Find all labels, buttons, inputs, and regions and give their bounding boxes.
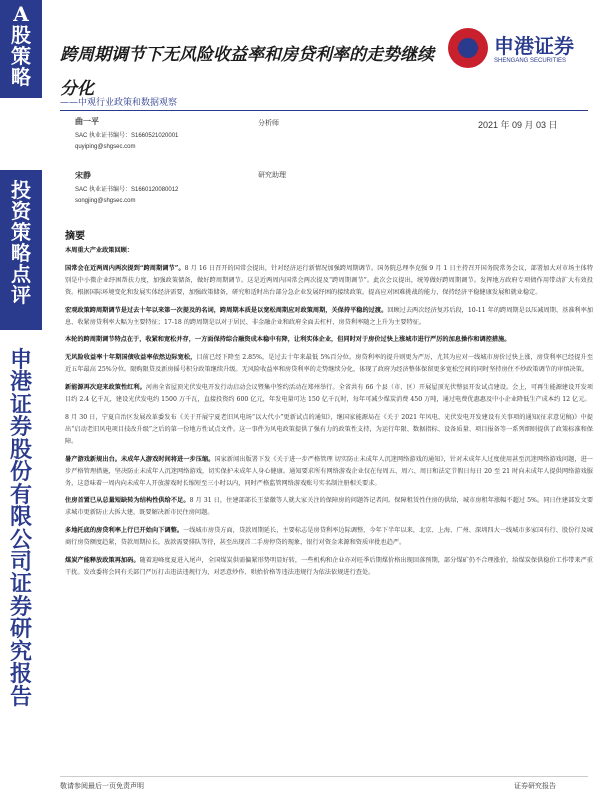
paragraph-lead: 煤炭产能释放政策再加码。 (65, 557, 140, 565)
paragraph-lead: 本轮的跨周期调节特点在于，收紧和宽松并存，一方面保持综合融资成本稳中有降，让利实体企业，但同时对于房价过快上涨城市进行严厉的加息操作和调控措施。 (65, 336, 511, 344)
report-subtitle: ——中观行业政策和数据观察 (60, 98, 178, 108)
summary-title: 摘要 (65, 231, 85, 242)
summary-paragraph (65, 495, 593, 519)
report-date: 2021 年 09 月 03 日 (478, 120, 558, 130)
sidebar-char: 券 (9, 593, 32, 620)
analyst-2-email: songjing@shgsec.com (75, 198, 136, 204)
sidebar-char: 报 (9, 661, 32, 688)
header-divider (60, 110, 588, 111)
paragraph-lead: 本周重大产业政策回顾： (65, 247, 134, 254)
paragraph-text: 回顾过去两次经济复苏后段，10-11 年的跨周期是以压减周期、基准利率加息、收紧房贷利率大幅为主要特征；17-18 的跨周期是以对于居民、非金融企业和政府全面去杠杆，房贷利率随之上升为主要特征。 (65, 306, 593, 326)
paragraph-text: 8 月 16 日召开的国常会提出，针对经济运行新情况加强跨周期调节。国务院总理李克强 9 月 1 日主持召开国务院常务会议，部署加大对市场主体特别是中小微企业纾困帮扶力度，加强政策储备，做好跨周期调节。这是近两周内国常会两次提及“跨周期调节”。此次会议提出，统筹做好跨周期调节。发挥地方政府专项债作用带动扩大有效投资。根据国际环境变化和发展实体经济需要，加强政策储备，研究和适时出台部分急企业发展纾困的接续政策。提高应对困难挑战的能力，保持经济平稳健康发展和就业稳定。 (65, 264, 593, 296)
paragraph-text: 8 月 30 日，宁夏自治区发展改革委发布《关于开展宁夏老旧风电场“以大代小”更新试点的通知》，继国家能源局在《关于 2021 年风电、光伏发电开发建设有关事项的通知(征求意见稿)》中提出“启动老旧风电项目技改升级”之后的第一份地方性试点文件。这一事件为风电政策提供了强有力的政策性支持，为运行年限、数据指标、设备质量、项目报备等一系列细则提供了政策标准和保障。 (65, 413, 593, 445)
sidebar-char: 司 (9, 548, 32, 575)
analyst-2 (75, 170, 178, 207)
sidebar-char: 点 (11, 262, 31, 286)
sidebar-char: 略 (11, 241, 31, 265)
sidebar-char: 评 (11, 283, 31, 307)
logo-mark-icon (448, 28, 488, 68)
analyst-1-sac: SAC 执业证书编号：S1660521020001 (75, 133, 179, 139)
analyst-role-2: 研究助理 (258, 171, 286, 179)
paragraph-lead: 多地托底的房贷利率上行已开始向下调整。 (65, 527, 184, 535)
sidebar-char: 策 (11, 220, 31, 244)
sidebar-company-label (0, 345, 42, 800)
sidebar-char: 资 (11, 199, 31, 223)
paragraph-text: 8 月 31 日，住建部部长王蒙徽等人就大家关注的保障房的问题答记者问。保障租赁性住房的供给，城市房租年涨幅不超过 5%。同日住建部发文要求城市更新防止大拆大建，既要解决新市民住房问题。 (65, 497, 594, 517)
left-sidebar (0, 0, 42, 800)
company-logo (448, 28, 588, 72)
summary-paragraph (65, 352, 593, 376)
analyst-1-name: 曲一平 (75, 116, 99, 126)
paragraph-text: 随着迎峰度夏进入尾声，全国煤炭供需偏紧形势明显好转，一些机构和企业亦对旺季后期煤价格出现回落预期，部分煤矿仍不合理涨价，给煤炭保供稳价工作带来严重干扰。发改委将会同有关部门严厉打击违法违规行为，对恶意炒作、哄抬价格等违法违规行为依法依规进行查处。 (65, 557, 593, 576)
analyst-role-1: 分析师 (258, 119, 279, 127)
summary-paragraph (65, 412, 593, 448)
sidebar-char: 港 (9, 369, 32, 396)
sidebar-category-strategy (0, 170, 42, 330)
sidebar-char: 投 (11, 178, 31, 202)
paragraph-text: 目前已经下降至 2.85%，是过去十年来最低 5%百分位。房贷利率的提升则更为严厉，尤其为应对一线城市房价过快上涨，房贷利率已经提升至近五年最高 25%分位。限购限贷及新房摇号积分政策继续升级。无风险收益率和房贷利率的走势继续分化，体现了政府为经济整体保留更多宽松空间的同时坚持房住不炒政策调节的审慎决策。 (65, 354, 594, 374)
sidebar-char: 股 (9, 436, 32, 463)
sidebar-char: 限 (9, 504, 32, 531)
sidebar-char: 股 (11, 23, 31, 47)
footer-divider (60, 776, 588, 777)
sidebar-char: 有 (9, 481, 32, 508)
summary-paragraph (65, 454, 593, 490)
sidebar-char: A (13, 2, 29, 26)
paragraph-text: 国家新闻出版署下发《关于进一步严格管理 切实防止未成年人沉迷网络游戏的通知》，针对未成年人过度使用甚至沉迷网络游戏问题，进一步严格管理措施，坚决防止未成年人沉迷网络游戏，切实保护未成年人身心健康。通知要求所有网络游戏企业仅在每周五、周六、周日和法定节假日每日 20 至 21 时向未成年人提供网络游戏服务，这意味着一周内向未成年人开放游戏时长缩短至三小时以内，同时严格监管网络游戏账号实名制注册相关要求。 (65, 455, 593, 487)
paragraph-lead: 国常会在近两周内两次提到“跨周期调节”。 (65, 264, 185, 272)
sidebar-char: 券 (9, 414, 32, 441)
summary-content (65, 245, 593, 585)
sidebar-char: 申 (9, 347, 32, 373)
footer-disclaimer: 敬请参阅最后一页免责声明 (60, 782, 144, 790)
paragraph-text: 一线城市房贷方面，贷款周期延长，主要标志是房贷利率边际调整，今年下半年以来，北京、上海、广州、深圳四大一线城市多家国有行、股份行及城商行房贷额度趋紧，贷款周期拉长。放款需要排队等待，甚至出现首二手房停贷的现象，银行对资金来源和资质审批也趋严。 (65, 527, 593, 547)
summary-paragraph (65, 555, 593, 579)
paragraph-lead: 无风险收益率十年期国债收益率依然边际宽松， (65, 354, 197, 362)
sidebar-char: 告 (9, 683, 32, 710)
sidebar-char: 公 (9, 526, 32, 553)
summary-paragraph (65, 334, 593, 346)
analyst-1-email: quyiping@shgsec.com (75, 144, 136, 150)
summary-paragraph (65, 525, 593, 549)
paragraph-text: 河南全省屋顶光伏发电开发行动启动会议暨集中签约活动在郑州举行。全省共有 66 个县（市、区）开展屋顶光伏整县开发试点建设。会上，可再生能源建设开发项目约 2.4 亿千瓦，建设光伏发电约 1500 万千瓦，直接投资约 600 亿元，年发电量可达 150 亿千瓦时，每年可减少煤炭消费 450 万吨，通过电费优惠惠及中小企业降低生产成本约 12 亿元。 (65, 384, 593, 404)
sidebar-char: 证 (9, 391, 32, 418)
sidebar-category-a-share (0, 0, 42, 98)
analyst-2-name: 宋静 (75, 170, 91, 180)
logo-english-name: SHENGANG SECURITIES (494, 58, 567, 64)
footer-report-type: 证券研究报告 (514, 782, 556, 790)
summary-paragraph (65, 245, 593, 257)
summary-paragraph (65, 382, 593, 406)
paragraph-lead: 住房首置已从总量短缺转为结构性供给不足。 (65, 497, 190, 505)
sidebar-char: 证 (9, 571, 32, 598)
report-title: 跨周期调节下无风险收益率和房贷利率的走势继续分化 (60, 45, 434, 99)
sidebar-char: 份 (9, 459, 32, 486)
paragraph-lead: 暑产游戏新规出台。未成年人游戏时间将进一步压缩。 (65, 455, 215, 463)
logo-name: 申港证券 (494, 34, 574, 58)
analyst-2-sac: SAC 执业证书编号：S1660120080012 (75, 187, 179, 193)
paragraph-lead: 宏观政策跨周期调节是过去十年以来第一次提及的名词，跨周期本质是以宽松周期应对政策周期，关保持平稳的过渡。 (65, 306, 388, 314)
summary-paragraph (65, 305, 593, 329)
sidebar-char: 究 (9, 638, 32, 665)
sidebar-char: 策 (11, 44, 31, 68)
sidebar-char: 研 (9, 616, 32, 643)
summary-paragraph (65, 263, 593, 299)
analyst-1 (75, 116, 178, 153)
sidebar-char: 略 (11, 65, 31, 89)
paragraph-lead: 新能源再次迎来政策性红利。 (65, 384, 146, 392)
